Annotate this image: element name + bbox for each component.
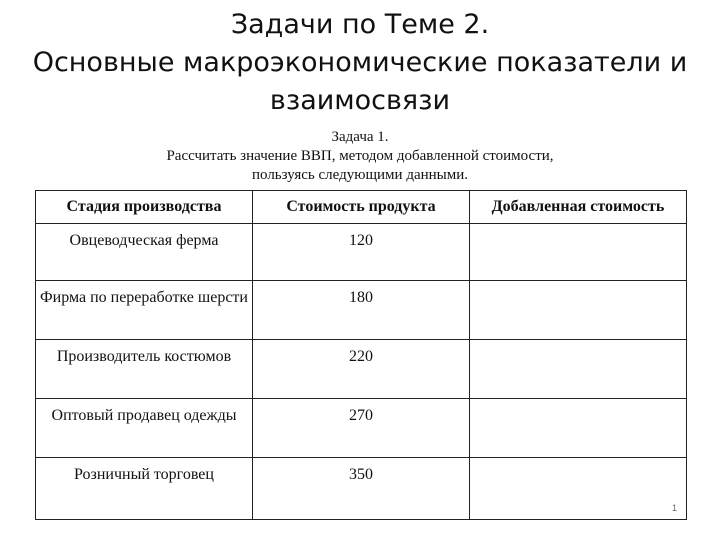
task-text-line-2: пользуясь следующими данными.	[251, 167, 469, 183]
added-value-cell	[470, 281, 687, 340]
task-heading: Задача 1.	[331, 129, 389, 145]
data-table	[35, 190, 687, 520]
table-row	[36, 340, 687, 399]
cost-cell: 220	[253, 340, 470, 399]
cost-cell: 350	[253, 458, 470, 520]
task-text-line-1: Рассчитать значение ВВП, методом добавленной стоимости,	[166, 148, 554, 164]
stage-cell: Овцеводческая ферма	[36, 224, 253, 281]
stage-cell: Производитель костюмов	[36, 340, 253, 399]
title-line-3: взаимосвязи	[269, 85, 451, 116]
table-row	[36, 458, 687, 520]
added-value-cell	[470, 458, 687, 520]
stage-cell: Оптовый продавец одежды	[36, 399, 253, 458]
added-value-cell	[470, 399, 687, 458]
task-description	[0, 128, 720, 185]
table-row	[36, 224, 687, 281]
column-header-stage: Стадия производства	[36, 191, 253, 224]
cost-cell: 120	[253, 224, 470, 281]
stage-cell: Фирма по переработке шерсти	[36, 281, 253, 340]
table-row	[36, 399, 687, 458]
page-number: 1	[671, 503, 677, 513]
table-header-row	[36, 191, 687, 224]
stage-cell: Розничный торговец	[36, 458, 253, 520]
column-header-added-value: Добавленная стоимость	[470, 191, 687, 224]
column-header-cost: Стоимость продукта	[253, 191, 470, 224]
page-title	[0, 6, 720, 120]
added-value-cell	[470, 224, 687, 281]
added-value-cell	[470, 340, 687, 399]
title-line-2: Основные макроэкономические показатели и	[32, 47, 688, 78]
title-line-1: Задачи по Теме 2.	[230, 9, 490, 40]
cost-cell: 270	[253, 399, 470, 458]
table-row	[36, 281, 687, 340]
cost-cell: 180	[253, 281, 470, 340]
